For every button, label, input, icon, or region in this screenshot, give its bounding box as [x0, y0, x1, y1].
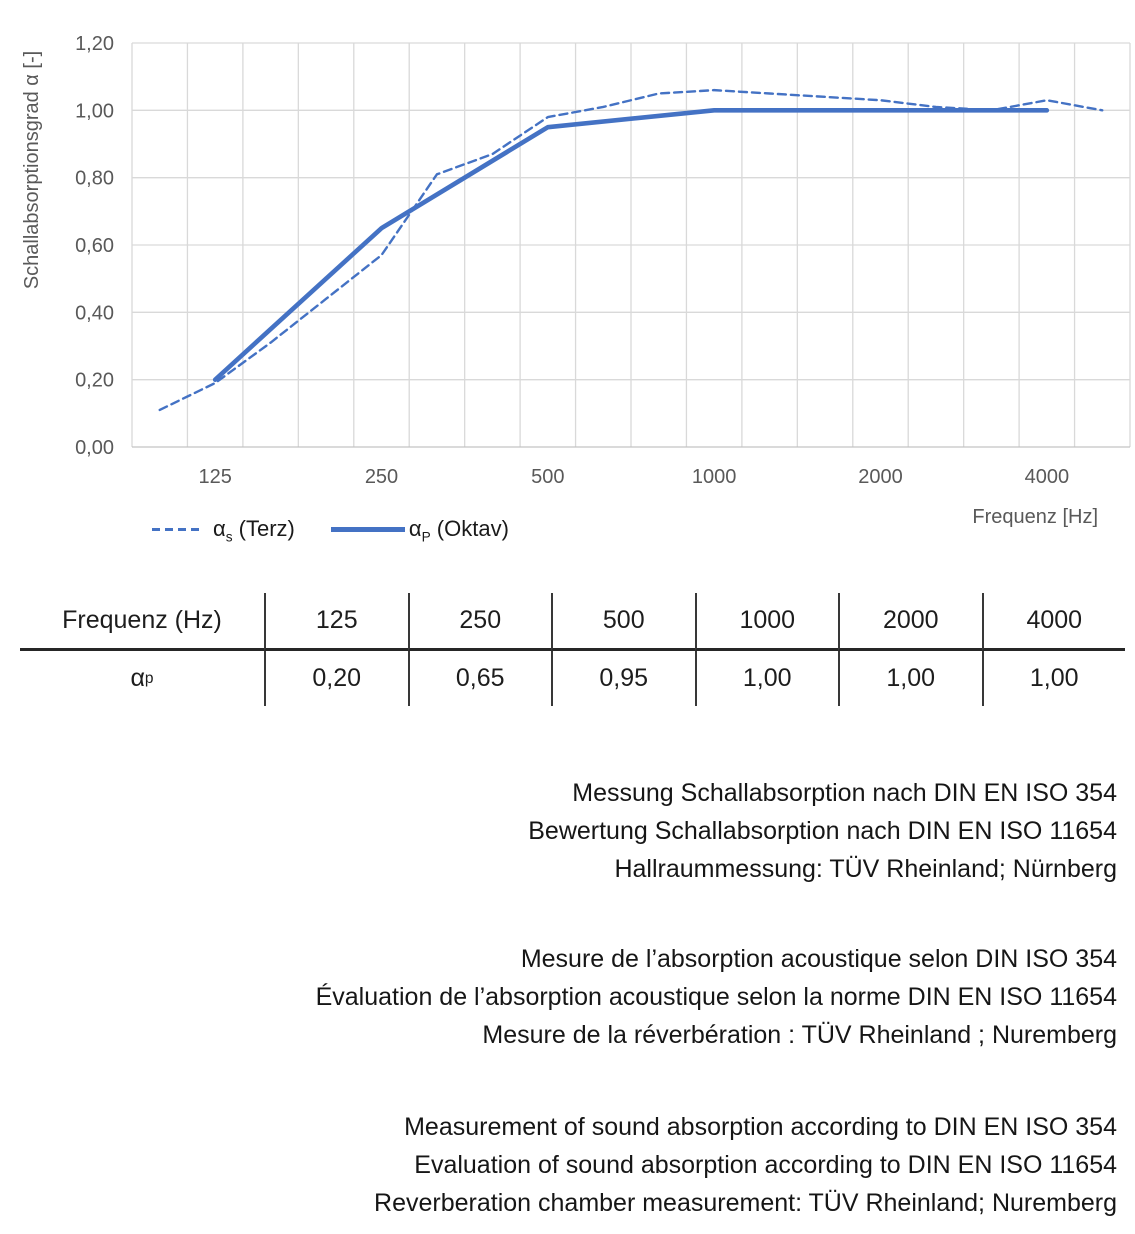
- chart-section: [0, 0, 1135, 560]
- note-line: Bewertung Schallabsorption nach DIN EN ISO 11654: [528, 817, 1117, 845]
- svg-text:0,20: 0,20: [75, 369, 114, 392]
- legend-text: (Terz): [232, 516, 295, 541]
- svg-text:4000: 4000: [1024, 466, 1070, 488]
- note-line: Reverberation chamber measurement: TÜV Rheinland; Nuremberg: [374, 1189, 1117, 1217]
- table-header-cell: 4000: [982, 593, 1126, 651]
- svg-text:0,80: 0,80: [75, 167, 114, 190]
- note-line: Messung Schallabsorption nach DIN EN ISO 354: [572, 779, 1117, 807]
- table-header-cell: 2000: [838, 593, 982, 651]
- notes-english: [0, 1108, 1135, 1222]
- legend-item-terz: [152, 516, 295, 545]
- svg-text:250: 250: [364, 466, 399, 488]
- note-line: Mesure de l’absorption acoustique selon DIN ISO 354: [520, 945, 1117, 973]
- svg-text:0,60: 0,60: [75, 235, 114, 257]
- table-header-cell: 125: [264, 593, 408, 651]
- absorption-line-chart: [0, 0, 1135, 500]
- note-line: Hallraummessung: TÜV Rheinland; Nürnberg: [614, 855, 1117, 883]
- table-value-cell: 1,00: [695, 651, 839, 706]
- svg-text:500: 500: [531, 466, 565, 488]
- chart-legend: [152, 516, 509, 545]
- svg-text:1,00: 1,00: [75, 100, 114, 123]
- svg-text:0,00: 0,00: [75, 437, 114, 459]
- legend-text: (Oktav): [430, 516, 509, 541]
- legend-label-terz: [213, 516, 295, 545]
- alpha-symbol: α: [130, 664, 145, 692]
- table-value-cell: 0,95: [551, 651, 695, 706]
- legend-subscript: s: [225, 529, 233, 545]
- svg-text:125: 125: [198, 466, 232, 488]
- solid-line-sample: [331, 527, 405, 532]
- table-value-cell: 1,00: [982, 651, 1126, 706]
- table-header-cell: 1000: [695, 593, 839, 651]
- svg-text:2000: 2000: [858, 466, 903, 488]
- svg-text:1000: 1000: [691, 466, 737, 488]
- legend-subscript: P: [421, 529, 431, 545]
- x-axis-title: Frequenz [Hz]: [972, 506, 1098, 528]
- legend-label-oktav: [408, 516, 509, 545]
- table-header-cell: Frequenz (Hz): [20, 593, 264, 651]
- svg-text:1,20: 1,20: [75, 33, 114, 55]
- table-value-cell: 0,20: [264, 651, 408, 706]
- notes-german: [0, 774, 1135, 888]
- table-value-cell: 0,65: [408, 651, 552, 706]
- table-row-label: α p: [130, 664, 154, 692]
- svg-text:Schallabsorptionsgrad α [-]: Schallabsorptionsgrad α [-]: [21, 50, 43, 290]
- note-line: Evaluation of sound absorption according to DIN EN ISO 11654: [414, 1151, 1117, 1179]
- legend-symbol: α: [213, 516, 226, 541]
- table-header-cell: 500: [551, 593, 695, 651]
- notes-french: [0, 940, 1135, 1054]
- svg-text:0,40: 0,40: [75, 302, 114, 325]
- table-value-cell: 1,00: [838, 651, 982, 706]
- note-line: Mesure de la réverbération : TÜV Rheinland ; Nuremberg: [482, 1021, 1117, 1049]
- table-header-cell: 250: [408, 593, 552, 651]
- absorption-table: [20, 593, 1135, 706]
- legend-item-oktav: [331, 516, 509, 545]
- legend-symbol: α: [408, 516, 422, 541]
- note-line: Évaluation de l’absorption acoustique selon la norme DIN EN ISO 11654: [315, 983, 1117, 1011]
- note-line: Measurement of sound absorption according to DIN EN ISO 354: [404, 1113, 1117, 1141]
- dashed-line-sample: [152, 528, 204, 531]
